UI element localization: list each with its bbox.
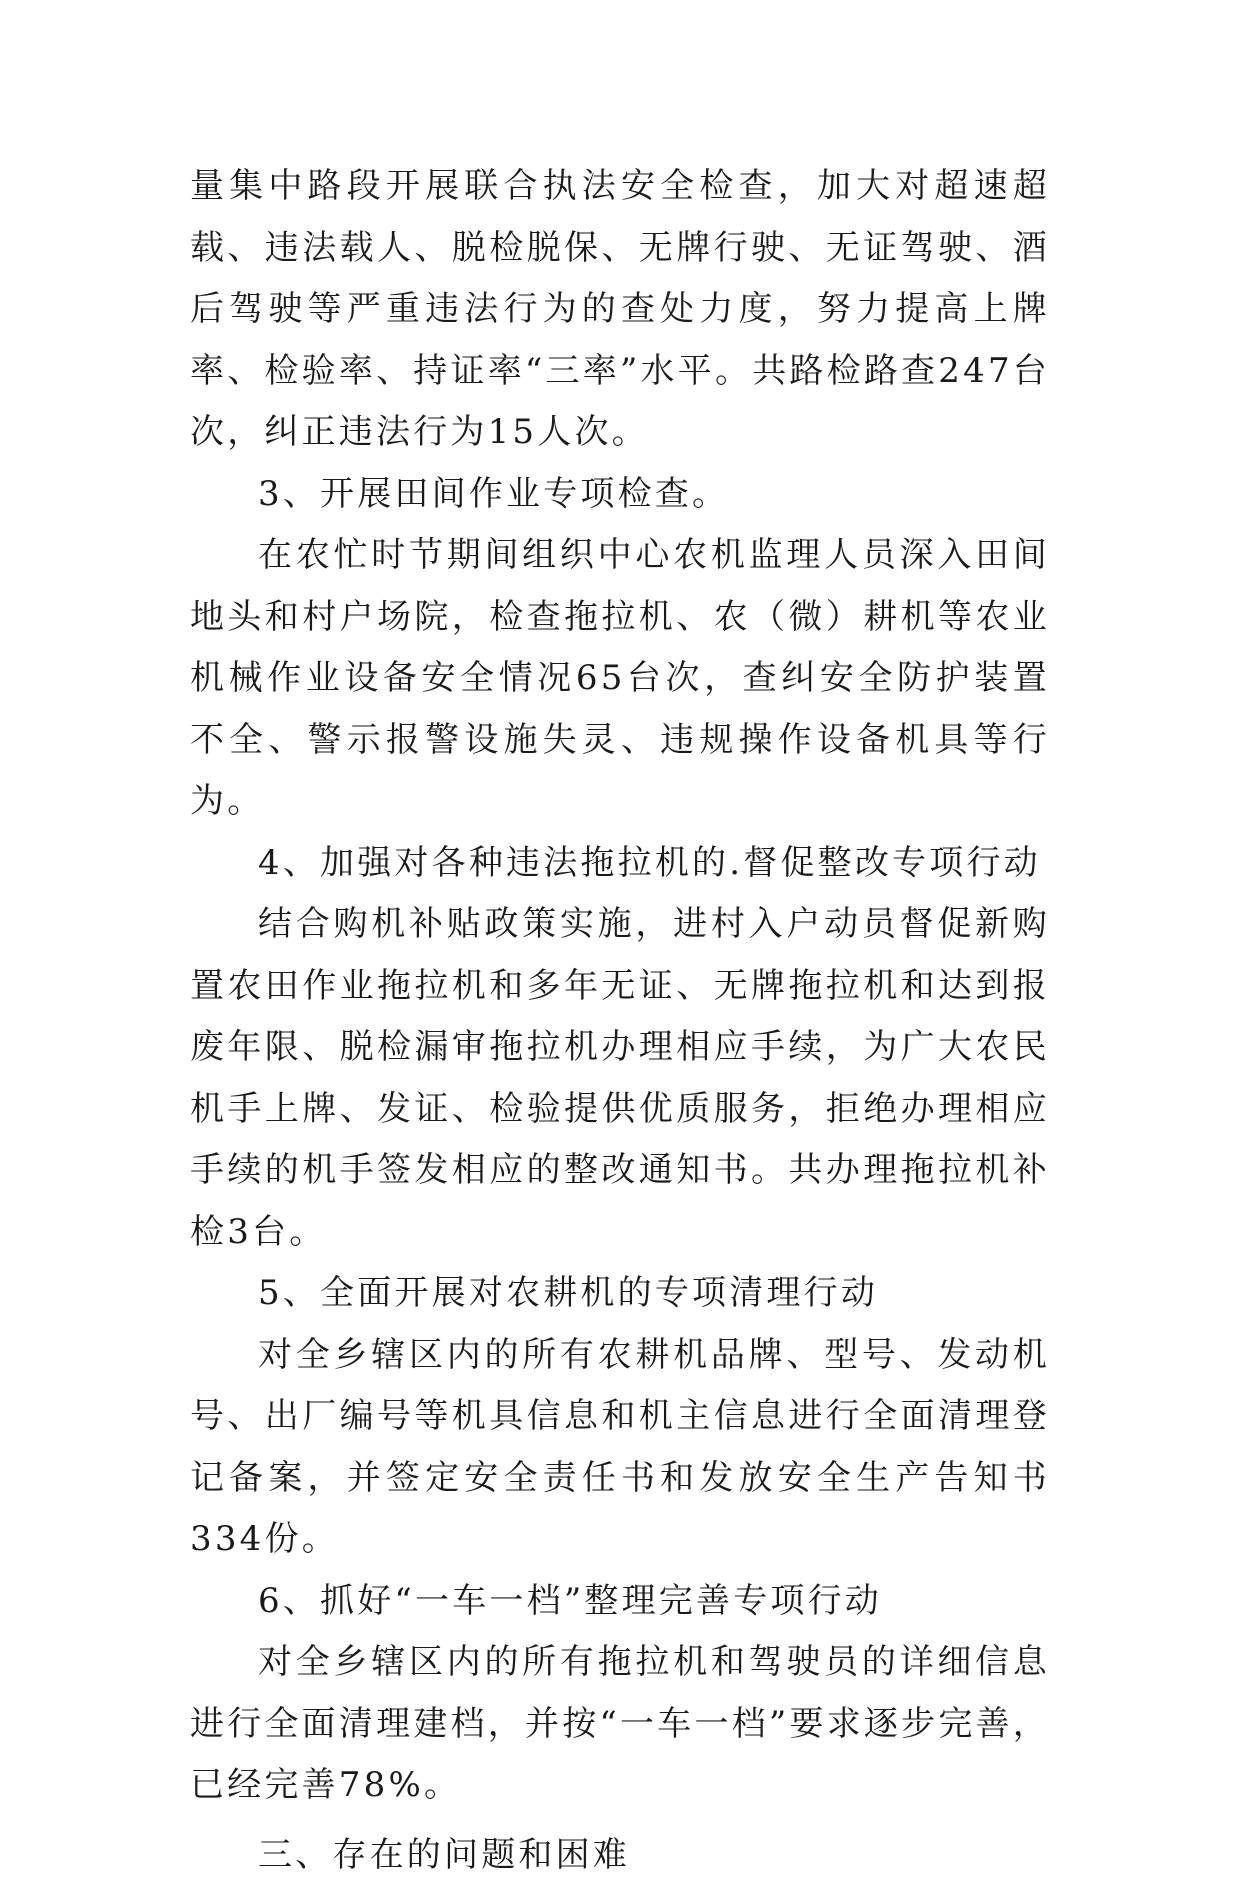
body-paragraph: 结合购机补贴政策实施，进村入户动员督促新购置农田作业拖拉机和多年无证、无牌拖拉机和达到报废年限、脱检漏审拖拉机办理相应手续，为广大农民机手上牌、发证、检验提供优质服务，拒绝办理相应手续的机手签发相应的整改通知书。共办理拖拉机补检3台。 xyxy=(190,894,1050,1263)
body-paragraph: 量集中路段开展联合执法安全检查，加大对超速超载、违法载人、脱检脱保、无牌行驶、无证驾驶、酒后驾驶等严重违法行为的查处力度，努力提高上牌率、检验率、持证率“三率”水平。共路检路查247台次，纠正违法行为15人次。 xyxy=(190,156,1050,464)
section-heading: 3、开展田间作业专项检查。 xyxy=(190,464,1050,526)
section-heading: 4、加强对各种违法拖拉机的.督促整改专项行动 xyxy=(190,833,1050,895)
section-heading: 6、抓好“一车一档”整理完善专项行动 xyxy=(190,1571,1050,1633)
chapter-heading: 三、存在的问题和困难 xyxy=(190,1825,1050,1886)
body-paragraph: 对全乡辖区内的所有农耕机品牌、型号、发动机号、出厂编号等机具信息和机主信息进行全面清理登记备案，并签定安全责任书和发放安全生产告知书334份。 xyxy=(190,1325,1050,1571)
body-paragraph: 对全乡辖区内的所有拖拉机和驾驶员的详细信息进行全面清理建档，并按“一车一档”要求逐步完善，已经完善78%。 xyxy=(190,1632,1050,1817)
body-paragraph: 在农忙时节期间组织中心农机监理人员深入田间地头和村户场院，检查拖拉机、农（微）耕机等农业机械作业设备安全情况65台次，查纠安全防护装置不全、警示报警设施失灵、违规操作设备机具等行为。 xyxy=(190,525,1050,833)
section-heading: 5、全面开展对农耕机的专项清理行动 xyxy=(190,1263,1050,1325)
document-body xyxy=(190,156,1050,1886)
